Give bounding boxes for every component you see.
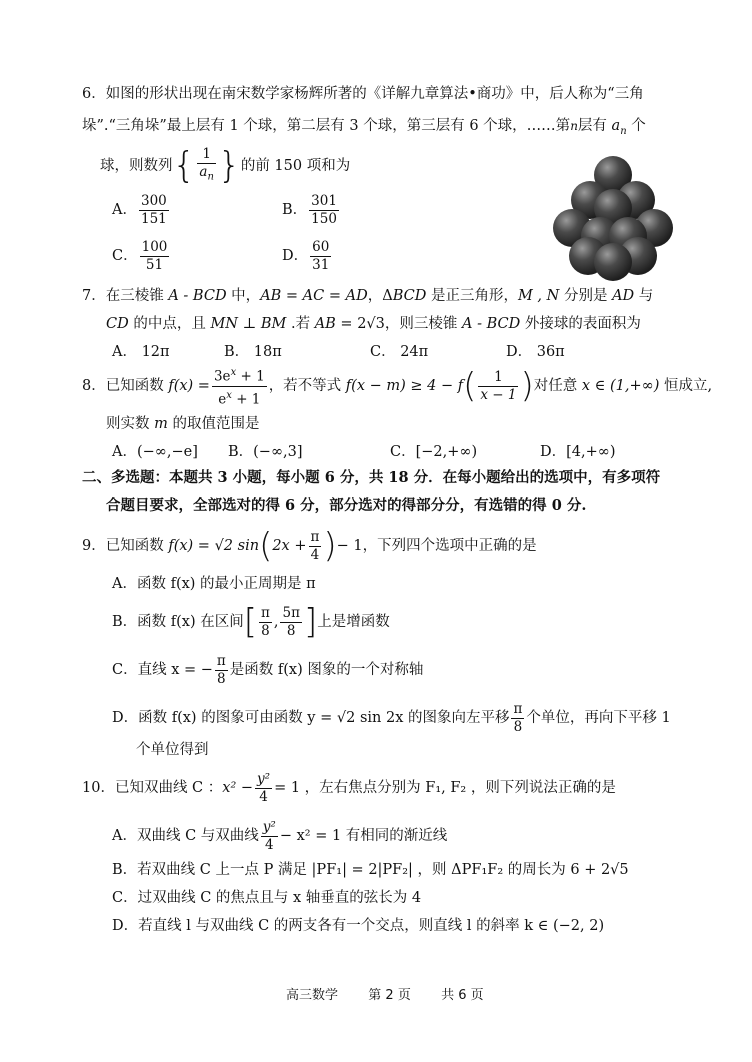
q9-four: 4	[310, 546, 320, 563]
q6-option-c[interactable]	[112, 236, 171, 276]
q9-b-den2: 8	[286, 622, 296, 639]
q9-d-num: π	[513, 700, 523, 717]
q9-option-d-cont: 个单位得到	[136, 742, 209, 758]
q6-var-a: a	[611, 118, 621, 134]
q8-option-a[interactable]: A．(−∞,−e]	[112, 444, 198, 460]
q8-den-exp: x	[226, 389, 232, 401]
q8-line2	[106, 414, 259, 434]
q7-math: AB	[314, 316, 336, 332]
q8-num-base: 3e	[213, 368, 231, 385]
q6-c-den: 51	[145, 256, 164, 273]
q9-b-frac1	[259, 605, 272, 640]
q6-line3-text-a: 球，则数列	[100, 157, 173, 174]
q9-option-c[interactable]	[112, 650, 423, 690]
q6-line3	[100, 146, 350, 186]
q7-option-c[interactable]: C． 24π	[370, 344, 429, 360]
q7-math: A - BCD	[462, 316, 521, 332]
q8-math: m	[154, 416, 168, 432]
q9-d-frac	[511, 701, 524, 736]
q6-seq-den-sub: n	[207, 171, 214, 183]
q7-math: M , N	[517, 288, 560, 304]
q8-den-base: e	[218, 391, 227, 407]
q10-option-b[interactable]: B．若双曲线 C 上一点 P 满足 |PF₁| = 2|PF₂| ，则 ΔPF₁F₂ 的周长为 6 + 2√5	[112, 862, 629, 878]
q9-math: f(x) = √2 sin	[168, 538, 260, 554]
q8-option-c[interactable]: C．[−2,+∞)	[390, 444, 478, 460]
q7-math: CD	[106, 316, 129, 332]
q9-pi-over-4	[309, 529, 322, 564]
page-footer	[286, 986, 484, 1006]
q6-option-b-frac	[309, 193, 339, 228]
q7-text: 与	[634, 288, 654, 304]
q10-a-num: y²	[262, 818, 276, 835]
q8-text: 则实数	[106, 416, 155, 432]
q9-d-text: 个单位，再向下平移 1	[526, 710, 671, 726]
footer-total: 共 6 页	[441, 988, 484, 1003]
q7-line2	[106, 314, 641, 334]
q6-option-d-frac	[310, 239, 331, 274]
left-bracket: [	[243, 602, 257, 642]
q9-d-text: D．函数 f(x) 的图象可由函数 y = √2 sin 2x 的图象向左平移	[112, 710, 510, 726]
q9-b-frac2	[280, 605, 301, 640]
q7-math: MN ⊥ BM	[210, 316, 287, 332]
q9-option-a[interactable]: A．函数 f(x) 的最小正周期是 π	[112, 576, 316, 592]
q6-option-a[interactable]	[112, 190, 171, 230]
q10-a-den: 4	[265, 836, 274, 853]
q9-b-text: B．函数 f(x) 在区间	[112, 614, 244, 630]
q6-line2	[82, 116, 646, 142]
q6-c-num: 100	[141, 238, 168, 255]
q10-line1	[82, 768, 616, 808]
q7-text: 7．在三棱锥	[82, 288, 169, 304]
q7-text: 分别是	[559, 288, 613, 304]
q9-c-den: 8	[217, 670, 226, 687]
q6-seq-den	[197, 164, 216, 186]
q8-text: 8．已知函数	[82, 378, 169, 394]
q7-text: .若	[286, 316, 315, 332]
q6-line2-text-c: 个	[631, 118, 646, 134]
q8-option-b[interactable]: B．(−∞,3]	[228, 444, 303, 460]
q6-a-den: 151	[140, 210, 167, 227]
q10-text: = 1 ，左右焦点分别为 F₁, F₂ ，则下列说法正确的是	[274, 780, 616, 796]
q6-option-b[interactable]	[282, 190, 341, 230]
q6-b-den: 150	[311, 210, 337, 227]
q7-option-b[interactable]: B． 18π	[224, 344, 282, 360]
q8-num-tail: + 1	[236, 368, 265, 385]
q10-den: 4	[259, 788, 268, 805]
q6-d-den: 31	[312, 256, 330, 273]
q6-d-num: 60	[312, 238, 330, 255]
q6-seq-den-a: a	[199, 164, 208, 180]
q8-text: 对任意	[533, 378, 582, 394]
q6-b-num: 301	[311, 192, 337, 209]
q6-line3-text-b: 的前 150 项和为	[240, 157, 351, 174]
q6-option-d[interactable]	[282, 236, 333, 276]
q7-math: A - BCD	[168, 288, 227, 304]
q10-a-frac	[261, 819, 278, 854]
q10-option-c[interactable]: C．过双曲线 C 的焦点且与 x 轴垂直的弦长为 4	[112, 890, 422, 906]
right-paren: )	[520, 366, 534, 406]
q10-math: x² −	[222, 780, 254, 796]
q10-a-text: − x² = 1 有相同的渐近线	[279, 828, 448, 844]
q9-c-frac	[215, 653, 228, 688]
q10-a-text: A．双曲线 C 与双曲线	[112, 828, 259, 844]
q7-option-a[interactable]: A． 12π	[112, 344, 170, 360]
q7-text: 外接球的表面积为	[520, 316, 641, 332]
q10-option-d[interactable]: D．若直线 l 与双曲线 C 的两支各有一个交点，则直线 l 的斜率 k ∈ (−2, 2)	[112, 918, 605, 934]
q9-b-num2: 5π	[282, 604, 300, 621]
left-paren: (	[463, 366, 477, 406]
q9-option-d[interactable]	[112, 698, 671, 738]
q6-option-c-label: C．	[112, 248, 138, 264]
q7-option-d[interactable]: D． 36π	[506, 344, 565, 360]
q7-math: = 2√3	[335, 316, 385, 332]
footer-subject: 高三数学	[286, 988, 339, 1003]
section-2-heading-cont: 合题目要求，全部选对的得 6 分，部分选对的得部分分，有选错的得 0 分.	[106, 497, 587, 514]
q9-b-den1: 8	[261, 622, 270, 639]
q8-math: f(x) =	[168, 378, 210, 394]
q6-line1: 6．如图的形状出现在南宋数学家杨辉所著的《详解九章算法•商功》中，后人称为“三角	[82, 86, 644, 102]
q6-option-b-label: B．	[282, 202, 308, 218]
q9-text: ，下列四个选项中正确的是	[362, 538, 537, 554]
q8-arg-den: x − 1	[480, 386, 517, 403]
q8-text: 恒成立,	[659, 378, 713, 394]
q9-line1	[82, 528, 537, 564]
q8-math: f(x − m) ≥ 4 − f	[345, 378, 464, 394]
q9-c-num: π	[216, 652, 226, 669]
q9-c-text: C．直线 x = −	[112, 662, 213, 678]
q10-num: y²	[257, 770, 271, 787]
q6-option-a-label: A．	[112, 202, 137, 218]
right-bracket: ]	[303, 602, 318, 642]
q6-seq-num: 1	[197, 146, 216, 164]
q7-text: ，则三棱锥	[384, 316, 462, 332]
q6-a-num: 300	[140, 192, 167, 209]
q10-frac	[255, 771, 272, 806]
q8-line1	[82, 364, 712, 408]
left-brace: {	[172, 144, 196, 186]
q8-den-tail: + 1	[231, 391, 261, 407]
q6-option-d-label: D．	[282, 248, 309, 264]
q8-fraction-arg	[478, 369, 518, 404]
q9-pi: π	[310, 528, 320, 545]
q9-math: 2x +	[272, 538, 307, 554]
q9-option-b[interactable]: B．函数 f(x) 在区间[ $\frac{\pi}{8}$ , $\frac{5\pi}{8}$ ]上是增函数	[112, 602, 390, 642]
right-brace: }	[217, 144, 241, 186]
q9-b-num1: π	[261, 604, 270, 621]
q9-d-den: 8	[513, 718, 523, 735]
q7-math: AD	[612, 288, 635, 304]
footer-page: 第 2 页	[368, 988, 411, 1003]
q7-text: 是正三角形，	[426, 288, 518, 304]
section-2-heading: 二、多选题：本题共 3 小题，每小题 6 分，共 18 分．在每小题给出的选项中，有多项符	[82, 469, 661, 486]
q8-frac-num	[212, 364, 267, 387]
q6-option-a-frac	[139, 193, 169, 228]
q8-num-exp: x	[230, 367, 237, 378]
ball	[594, 243, 632, 281]
q8-math: x ∈ (1,+∞)	[581, 378, 660, 394]
q8-fraction-main	[212, 364, 267, 408]
q8-arg-num: 1	[478, 369, 518, 387]
q8-text: ，若不等式	[268, 378, 346, 394]
q10-option-a[interactable]	[112, 816, 447, 856]
q6-var-a-sub: n	[620, 125, 627, 137]
q6-seq-fraction	[197, 146, 216, 186]
q9-c-text: 是函数 f(x) 图象的一个对称轴	[229, 662, 424, 678]
q9-text: 9．已知函数	[82, 538, 169, 554]
q7-line1	[82, 286, 653, 306]
q9-b-text: 上是增函数	[317, 614, 390, 630]
q7-math: AB = AC = AD	[260, 288, 368, 304]
q6-line2-text-a: 垛”.“三角垛”最上层有 1 个球，第二层有 3 个球，第三层有 6 个球，……第	[82, 118, 571, 134]
q8-option-d[interactable]: D．[4,+∞)	[540, 444, 616, 460]
q7-text: 中，	[226, 288, 261, 304]
q6-option-c-frac	[140, 239, 170, 274]
sphere-pyramid-icon	[548, 150, 678, 290]
q7-text: ，Δ	[367, 288, 393, 304]
q9-math: − 1	[336, 538, 363, 554]
q6-line2-text-b: 层有	[577, 118, 607, 134]
q7-text: 的中点，且	[128, 316, 211, 332]
q8-frac-den	[212, 387, 267, 409]
q6-var-n: n	[570, 119, 578, 133]
right-paren: )	[323, 526, 337, 566]
q7-math: BCD	[392, 288, 427, 304]
q10-text: 10．已知双曲线 C ：	[82, 780, 223, 796]
left-paren: (	[259, 526, 273, 566]
q8-text: 的取值范围是	[167, 416, 260, 432]
